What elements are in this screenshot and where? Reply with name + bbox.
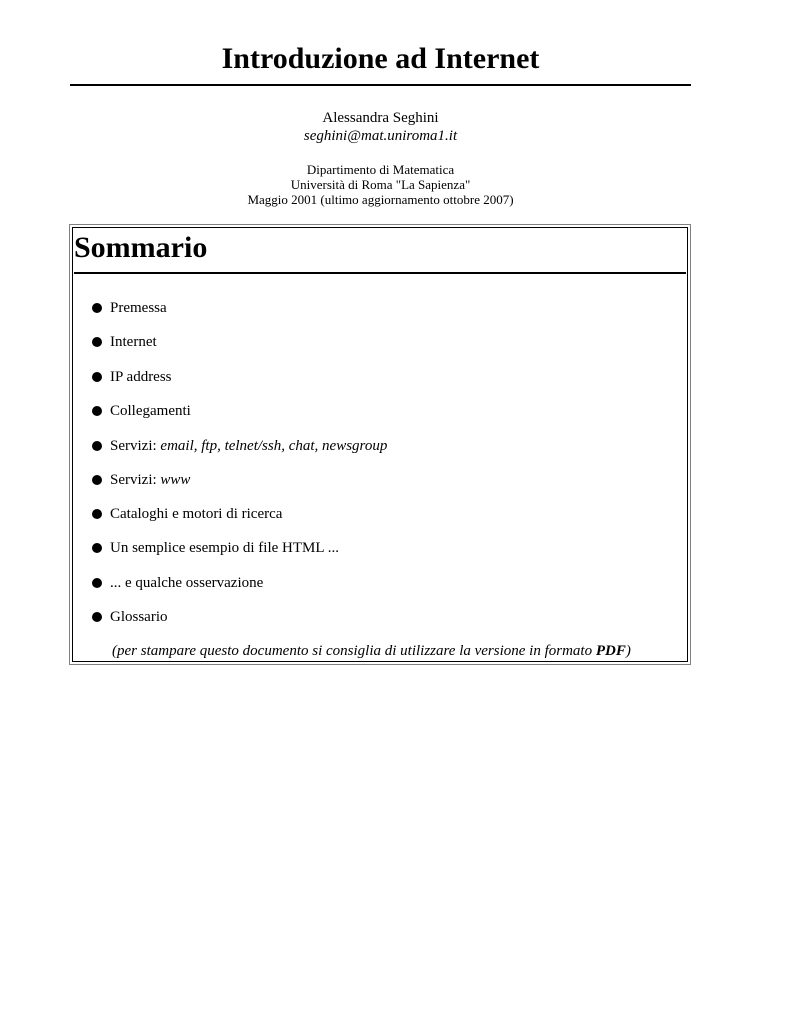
bullet-icon [92, 337, 102, 347]
author-name: Alessandra Seghini [322, 110, 439, 126]
toc-link-servizi-email[interactable]: Servizi: email, ftp, telnet/ssh, chat, newsgroup [110, 438, 388, 454]
toc-link-cataloghi[interactable]: Cataloghi e motori di ricerca [110, 506, 283, 522]
bullet-icon [92, 441, 102, 451]
bullet-icon [92, 406, 102, 416]
toc-link-servizi-www[interactable]: Servizi: www [110, 472, 191, 488]
bullet-icon [92, 303, 102, 313]
page-title: Introduzione ad Internet [221, 42, 540, 75]
bullet-icon [92, 612, 102, 622]
toc-link-premessa[interactable]: Premessa [110, 300, 167, 316]
print-note: (per stampare questo documento si consiglia di utilizzare la versione in formato PDF) [112, 643, 631, 659]
bullet-icon [92, 372, 102, 382]
bullet-icon [92, 475, 102, 485]
bullet-icon [92, 578, 102, 588]
toc-link-collegamenti[interactable]: Collegamenti [110, 403, 191, 419]
toc-link-esempio-html[interactable]: Un semplice esempio di file HTML ... [110, 540, 339, 556]
toc-link-glossario[interactable]: Glossario [110, 609, 168, 625]
toc-link-osservazione[interactable]: ... e qualche osservazione [110, 575, 264, 591]
toc-link-internet[interactable]: Internet [110, 334, 157, 350]
summary-heading: Sommario [74, 231, 208, 264]
author-email: seghini@mat.uniroma1.it [303, 128, 458, 144]
title-divider [70, 84, 691, 86]
publication-date: Maggio 2001 (ultimo aggiornamento ottobre 2007) [247, 192, 514, 207]
department: Dipartimento di Matematica [306, 162, 455, 177]
university: Università di Roma "La Sapienza" [290, 177, 471, 192]
bullet-icon [92, 543, 102, 553]
summary-divider [74, 272, 686, 274]
toc-link-ip-address[interactable]: IP address [110, 369, 172, 385]
pdf-link[interactable]: PDF [595, 643, 626, 659]
bullet-icon [92, 509, 102, 519]
